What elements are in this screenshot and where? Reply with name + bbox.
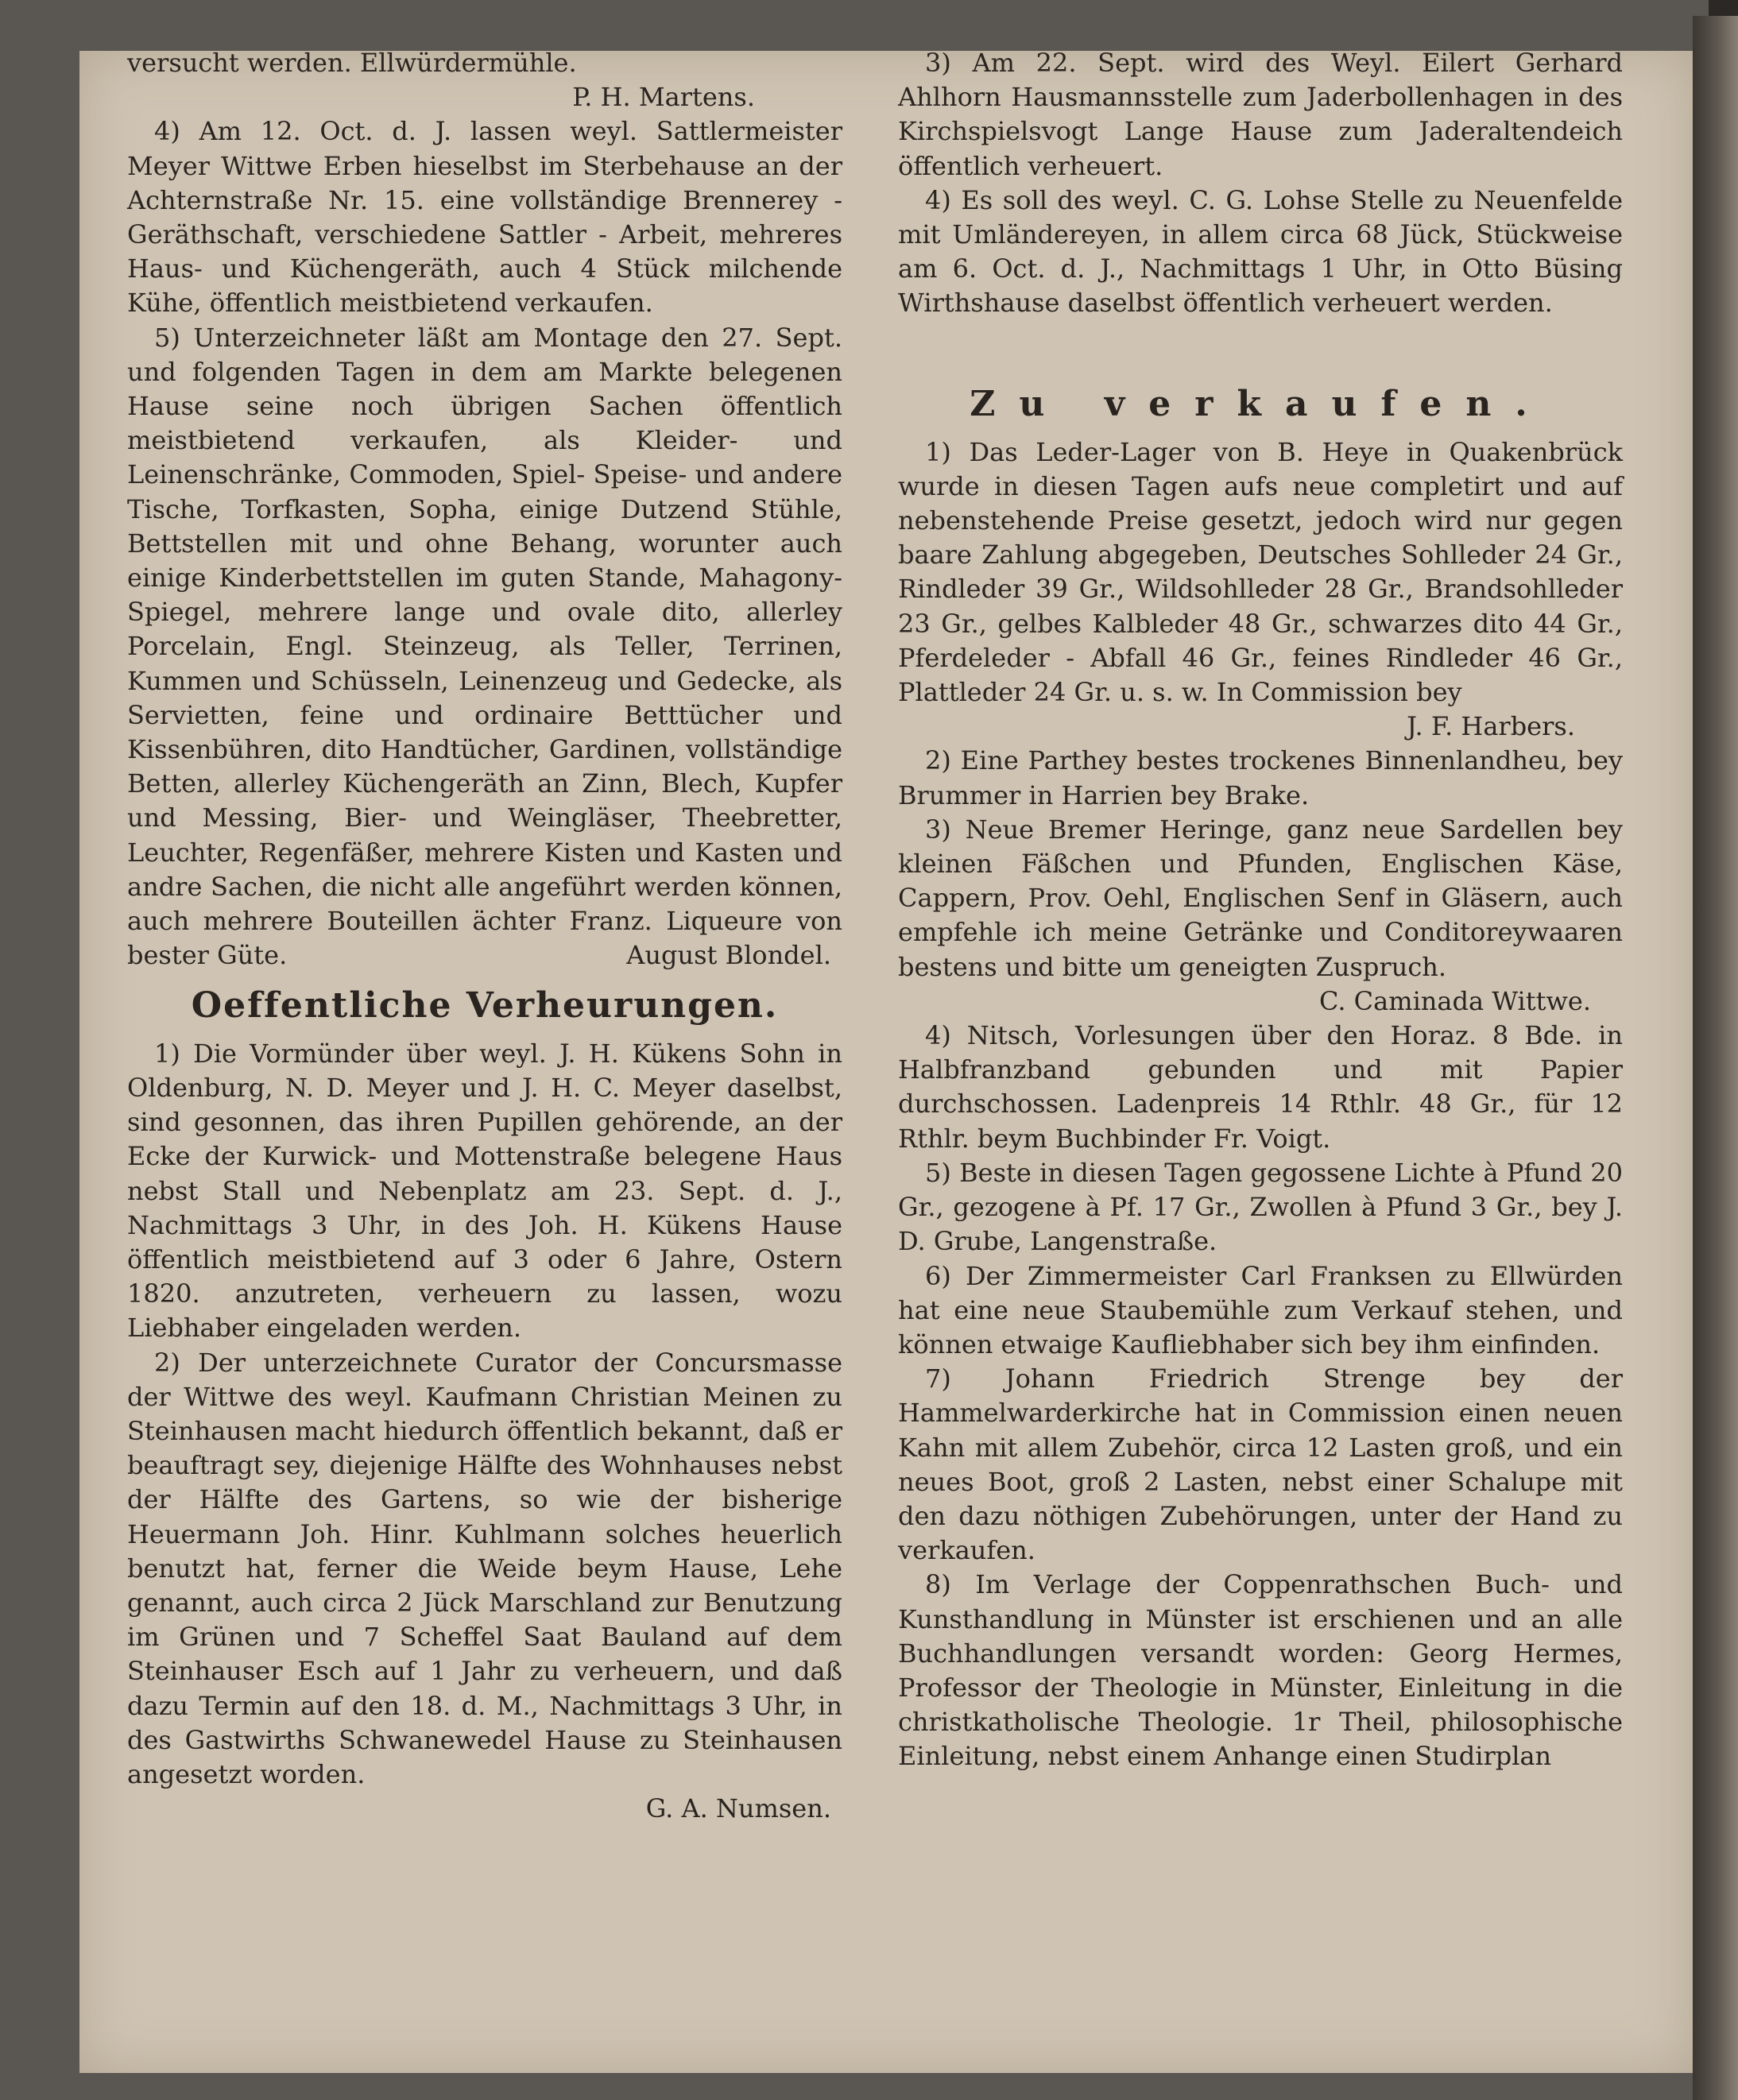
notice-signature: G. A. Numsen.	[645, 1793, 831, 1824]
notice-text: 4) Es soll des weyl. C. G. Lohse Stelle zu Neuenfelde mit Umländereyen, in allem circa 68 Jück, Stückweise am 6. Oct. d. J., Nachmittags 1 Uhr, in Otto Büsing Wirthshause daselbst öffentlich verheuert werden.	[898, 184, 1623, 319]
notice-text: 4) Nitsch, Vorlesungen über den Horaz. 8 Bde. in Halbfranzband gebunden und mit Papier durchschossen. Ladenpreis 14 Rthlr. 48 Gr., für 12 Rthlr. beym Buchbinder Fr. Voigt.	[898, 1020, 1623, 1154]
notice-signature: C. Caminada Wittwe.	[1318, 985, 1591, 1016]
section-heading: Zu verkaufen.	[970, 383, 1551, 424]
notice-text: 8) Im Verlage der Coppenrathschen Buch- und Kunsthandlung in Münster ist erschienen und an alle Buchhandlungen versandt worden: Georg Hermes, Professor der Theologie in Münster, Einleitung in die christkatholische Theologie. 1r Theil, philosophische Einleitung, nebst einem Anhange einen Studirplan	[898, 1569, 1623, 1772]
section-heading: Oeffentliche Verheurungen.	[191, 984, 779, 1026]
notice-signature: P. H. Martens.	[572, 82, 755, 113]
notice-text: 2) Eine Parthey bestes trockenes Binnenlandheu, bey Brummer in Harrien bey Brake.	[898, 745, 1623, 810]
notice-text: 2) Der unterzeichnete Curator der Concursmasse der Wittwe des weyl. Kaufmann Christian Meinen zu Steinhausen macht hiedurch öffentlich bekannt, daß er beauftragt sey, diejenige Hälfte des Wohnhauses nebst der Hälfte des Gartens, so wie der bisherige Heuermann Joh. Hinr. Kuhlmann solches heuerlich benutzt hat, ferner die Weide beym Hause, Lehe genannt, auch circa 2 Jück Marschland zur Benutzung im Grünen und 7 Scheffel Saat Bauland auf dem Steinhauser Esch auf 1 Jahr zu verheuern, und daß dazu Termin auf den 18. d. M., Nachmittags 3 Uhr, in des Gastwirths Schwanewedel Hause zu Steinhausen angesetzt worden.	[127, 1347, 842, 1789]
notice-text: 3) Neue Bremer Heringe, ganz neue Sardellen bey kleinen Fäßchen und Pfunden, Englischen Käse, Cappern, Prov. Oehl, Englischen Senf in Gläsern, auch empfehle ich meine Getränke und Conditoreywaaren bestens und bitte um geneigten Zuspruch.	[898, 814, 1623, 982]
book-spine	[1693, 16, 1738, 2100]
notice-text: 4) Am 12. Oct. d. J. lassen weyl. Sattlermeister Meyer Wittwe Erben hieselbst im Sterbehause an der Achternstraße Nr. 15. eine vollständige Brennerey - Geräthschaft, verschiedene Sattler - Arbeit, mehreres Haus- und Küchengeräth, auch 4 Stück milchende Kühe, öffentlich meistbietend verkaufen.	[127, 116, 842, 319]
notice-text: 5) Unterzeichneter läßt am Montage den 27. Sept. und folgenden Tagen in dem am Markte belegenen Hause seine noch übrigen Sachen öffentlich meistbietend verkaufen, als Kleider- und Leinenschränke, Commoden, Spiel- Speise- und andere Tische, Torfkasten, Sopha, einige Dutzend Stühle, Bettstellen mit und ohne Behang, worunter auch einige Kinderbettstellen im guten Stande, Mahagony-Spiegel, mehrere lange und ovale dito, allerley Porcelain, Engl. Steinzeug, als Teller, Terrinen, Kummen und Schüsseln, Leinenzeug und Gedecke, als Servietten, feine und ordinaire Betttücher und Kissenbühren, dito Handtücher, Gardinen, vollständige Betten, allerley Küchengeräth an Zinn, Blech, Kupfer und Messing, Bier- und Weingläser, Theebretter, Leuchter, Regenfäßer, mehrere Kisten und Kasten und andre Sachen, die nicht alle angeführt werden können, auch mehrere Bouteillen ächter Franz. Liqueure von bester Güte.	[127, 322, 842, 971]
right-column	[898, 46, 1623, 1774]
notice-text: 1) Das Leder-Lager von B. Heye in Quakenbrück wurde in diesen Tagen aufs neue completirt und auf nebenstehende Preise gesetzt, jedoch wird nur gegen baare Zahlung abgegeben, Deutsches Sohlleder 24 Gr., Rindleder 39 Gr., Wildsohlleder 28 Gr., Brandsohlleder 23 Gr., gelbes Kalbleder 48 Gr., schwarzes dito 44 Gr., Pferdeleder - Abfall 46 Gr., feines Rindleder 46 Gr., Plattleder 24 Gr. u. s. w. In Commission bey	[898, 436, 1623, 708]
notice-text: 1) Die Vormünder über weyl. J. H. Kükens Sohn in Oldenburg, N. D. Meyer und J. H. C. Meyer daselbst, sind gesonnen, das ihren Pupillen gehörende, an der Ecke der Kurwick- und Mottenstraße belegene Haus nebst Stall und Nebenplatz am 23. Sept. d. J., Nachmittags 3 Uhr, in des Joh. H. Kükens Hause öffentlich meistbietend auf 3 oder 6 Jahre, Ostern 1820. anzutreten, verheuern zu lassen, wozu Liebhaber eingeladen werden.	[127, 1038, 842, 1344]
notice-text: versucht werden. Ellwürdermühle.	[127, 48, 577, 78]
left-column	[127, 46, 842, 1826]
notice-text: 5) Beste in diesen Tagen gegossene Lichte à Pfund 20 Gr., gezogene à Pf. 17 Gr., Zwollen à Pfund 3 Gr., bey J. D. Grube, Langenstraße.	[898, 1157, 1623, 1257]
notice-text: 6) Der Zimmermeister Carl Franksen zu Ellwürden hat eine neue Staubemühle zum Verkauf stehen, und können etwaige Kaufliebhaber sich bey ihm einfinden.	[898, 1260, 1623, 1359]
notice-text: 7) Johann Friedrich Strenge bey der Hammelwarderkirche hat in Commission einen neuen Kahn mit allem Zubehör, circa 12 Lasten groß, und ein neues Boot, groß 2 Lasten, nebst einer Schalupe mit den dazu nöthigen Zubehörungen, unter der Hand zu verkaufen.	[898, 1363, 1623, 1566]
notice-signature: August Blondel.	[626, 940, 831, 971]
notice-text: 3) Am 22. Sept. wird des Weyl. Eilert Gerhard Ahlhorn Hausmannsstelle zum Jaderbollenhagen in des Kirchspielsvogt Lange Hause zum Jaderaltendeich öffentlich verheuert.	[898, 48, 1623, 181]
notice-signature: J. F. Harbers.	[1407, 711, 1575, 742]
